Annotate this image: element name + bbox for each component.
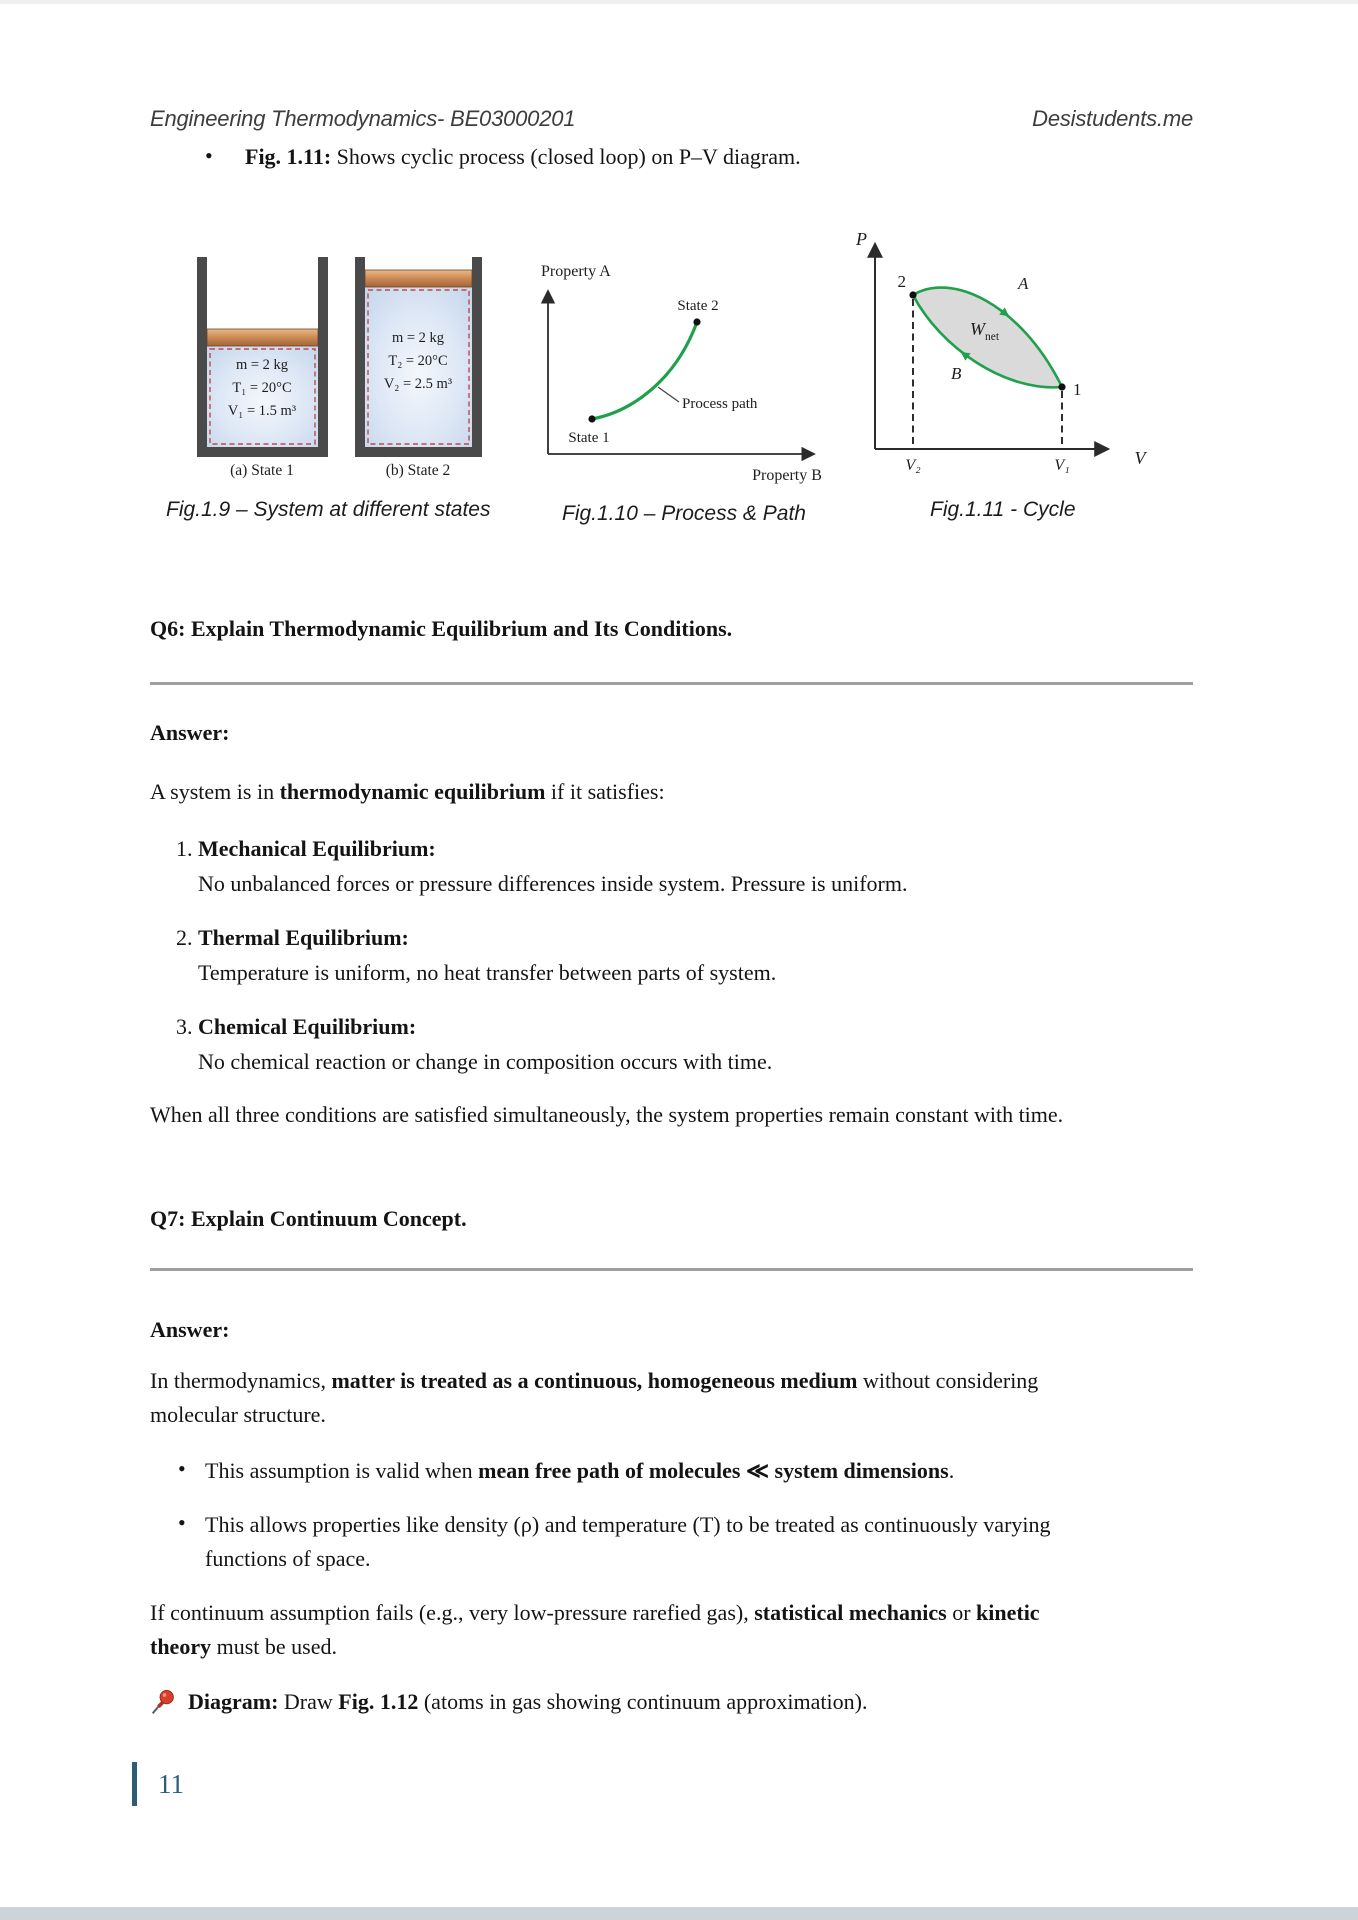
- leader-line: [658, 387, 679, 402]
- state2-temperature: T₂ = 20°C: [388, 353, 448, 369]
- state2-label: State 2: [677, 298, 719, 314]
- page-bottom-edge: [0, 1907, 1358, 1920]
- piston: [365, 270, 472, 287]
- divider-rule: [150, 1268, 1193, 1271]
- wnet-label: $W_{net}$: [970, 319, 1000, 343]
- item-body: Temperature is uniform, no heat transfer between parts of system.: [198, 960, 777, 985]
- page-top-edge: [0, 0, 1358, 4]
- figure-reference-note: [150, 142, 1193, 172]
- cylinder-bottom: [355, 447, 482, 457]
- q6-intro-paragraph: A system is in thermodynamic equilibrium if it satisfies:: [150, 779, 665, 804]
- question-6-heading: Q6: Explain Thermodynamic Equilibrium and Its Conditions.: [150, 616, 733, 641]
- figure-reference-label: Fig. 1.11:: [245, 144, 332, 169]
- state2-point: [693, 318, 700, 325]
- q7-intro-paragraph: In thermodynamics, matter is treated as a continuous, homogeneous medium without considering molecular structure.: [150, 1368, 1039, 1427]
- cylinder-wall-left: [355, 257, 365, 457]
- list-item: • This allows properties like density (ρ) and temperature (T) to be treated as continuously varying functions of space.: [150, 1508, 1070, 1576]
- list-item: • This assumption is valid when mean free path of molecules ≪ system dimensions.: [150, 1454, 1070, 1488]
- bullet-icon: •: [205, 143, 213, 168]
- list-number: 1.: [176, 836, 193, 861]
- cylinder-state-1: [197, 257, 328, 479]
- list-item: [150, 831, 1193, 901]
- item-body: No chemical reaction or change in composition occurs with time.: [198, 1049, 773, 1074]
- list-number: 3.: [176, 1014, 193, 1039]
- state1-volume: V₁ = 1.5 m³: [227, 403, 297, 419]
- piston: [207, 329, 318, 346]
- q6-closing-paragraph: When all three conditions are satisfied simultaneously, the system properties remain constant with time.: [150, 1102, 1064, 1127]
- state1-point: [588, 415, 595, 422]
- q7-closing-paragraph: If continuum assumption fails (e.g., very low-pressure rarefied gas), statistical mechanics or kinetic theory must be used.: [150, 1600, 1040, 1659]
- cylinder-wall-right: [472, 257, 482, 457]
- page-footer: [132, 1762, 1193, 1806]
- figure-1-11-cycle: [835, 187, 1167, 487]
- curve-a-label: A: [1018, 274, 1029, 293]
- state1-caption: (a) State 1: [230, 462, 294, 479]
- p-axis-label: P: [856, 229, 867, 249]
- answer-label: Answer:: [150, 1317, 230, 1342]
- list-item: [150, 1009, 1193, 1079]
- list-item: [150, 920, 1193, 990]
- v2-tick-label: V₂: [905, 457, 921, 474]
- point-1-label: 1: [1073, 380, 1082, 399]
- bullet-icon: •: [178, 1510, 186, 1535]
- diagram-note-text: Diagram: Draw Fig. 1.12 (atoms in gas showing continuum approximation).: [188, 1689, 868, 1714]
- page-number-accent-bar: [132, 1762, 137, 1806]
- diagram-note: [150, 1686, 1193, 1718]
- pushpin-icon: [150, 1688, 178, 1716]
- item-title: Mechanical Equilibrium:: [198, 836, 436, 861]
- state2-caption: (b) State 2: [385, 462, 451, 479]
- process-path-label: Process path: [682, 396, 758, 412]
- item-title: Thermal Equilibrium:: [198, 925, 409, 950]
- cylinder-wall-left: [197, 257, 207, 457]
- fig-1-11-caption: Fig.1.11 - Cycle: [930, 498, 1076, 521]
- fig-1-10-caption: Fig.1.10 – Process & Path: [562, 502, 806, 525]
- bullet-icon: •: [178, 1456, 186, 1481]
- point-1: [1058, 383, 1065, 390]
- divider-rule: [150, 682, 1193, 685]
- point-2-label: 2: [897, 272, 906, 291]
- state1-mass: m = 2 kg: [235, 357, 289, 373]
- list-number: 2.: [176, 925, 193, 950]
- page-number: 11: [158, 1768, 184, 1799]
- figure-1-10-process-path: [505, 232, 835, 494]
- figures-strip: [0, 172, 1358, 564]
- item-body: No unbalanced forces or pressure differences inside system. Pressure is uniform.: [198, 871, 908, 896]
- continuum-bullet-list: [150, 1454, 1193, 1576]
- state1-temperature: T₁ = 20°C: [232, 380, 292, 396]
- question-7-heading: Q7: Explain Continuum Concept.: [150, 1206, 467, 1231]
- figure-reference-text: Shows cyclic process (closed loop) on P–V diagram.: [331, 144, 801, 169]
- state2-volume: V₂ = 2.5 m³: [383, 376, 453, 392]
- v-axis-label: V: [1134, 448, 1146, 468]
- state2-mass: m = 2 kg: [391, 330, 445, 346]
- site-name: Desistudents.me: [1032, 106, 1193, 131]
- state1-label: State 1: [568, 430, 610, 446]
- cylinder-wall-right: [318, 257, 328, 457]
- y-axis-label: Property A: [541, 263, 611, 280]
- equilibrium-conditions-list: [150, 831, 1193, 1079]
- course-title: Engineering Thermodynamics- BE03000201: [150, 106, 576, 131]
- x-axis-label: Property B: [752, 467, 822, 484]
- cylinder-bottom: [197, 447, 328, 457]
- item-title: Chemical Equilibrium:: [198, 1014, 417, 1039]
- v1-tick-label: V₁: [1054, 457, 1070, 474]
- page-header: [150, 0, 1193, 132]
- answer-label: Answer:: [150, 720, 230, 745]
- curve-b-label: B: [951, 364, 962, 383]
- point-2: [909, 291, 916, 298]
- fig-1-9-caption: Fig.1.9 – System at different states: [166, 498, 491, 521]
- figure-1-9-system-states: [150, 252, 495, 487]
- cylinder-state-2: [355, 257, 482, 479]
